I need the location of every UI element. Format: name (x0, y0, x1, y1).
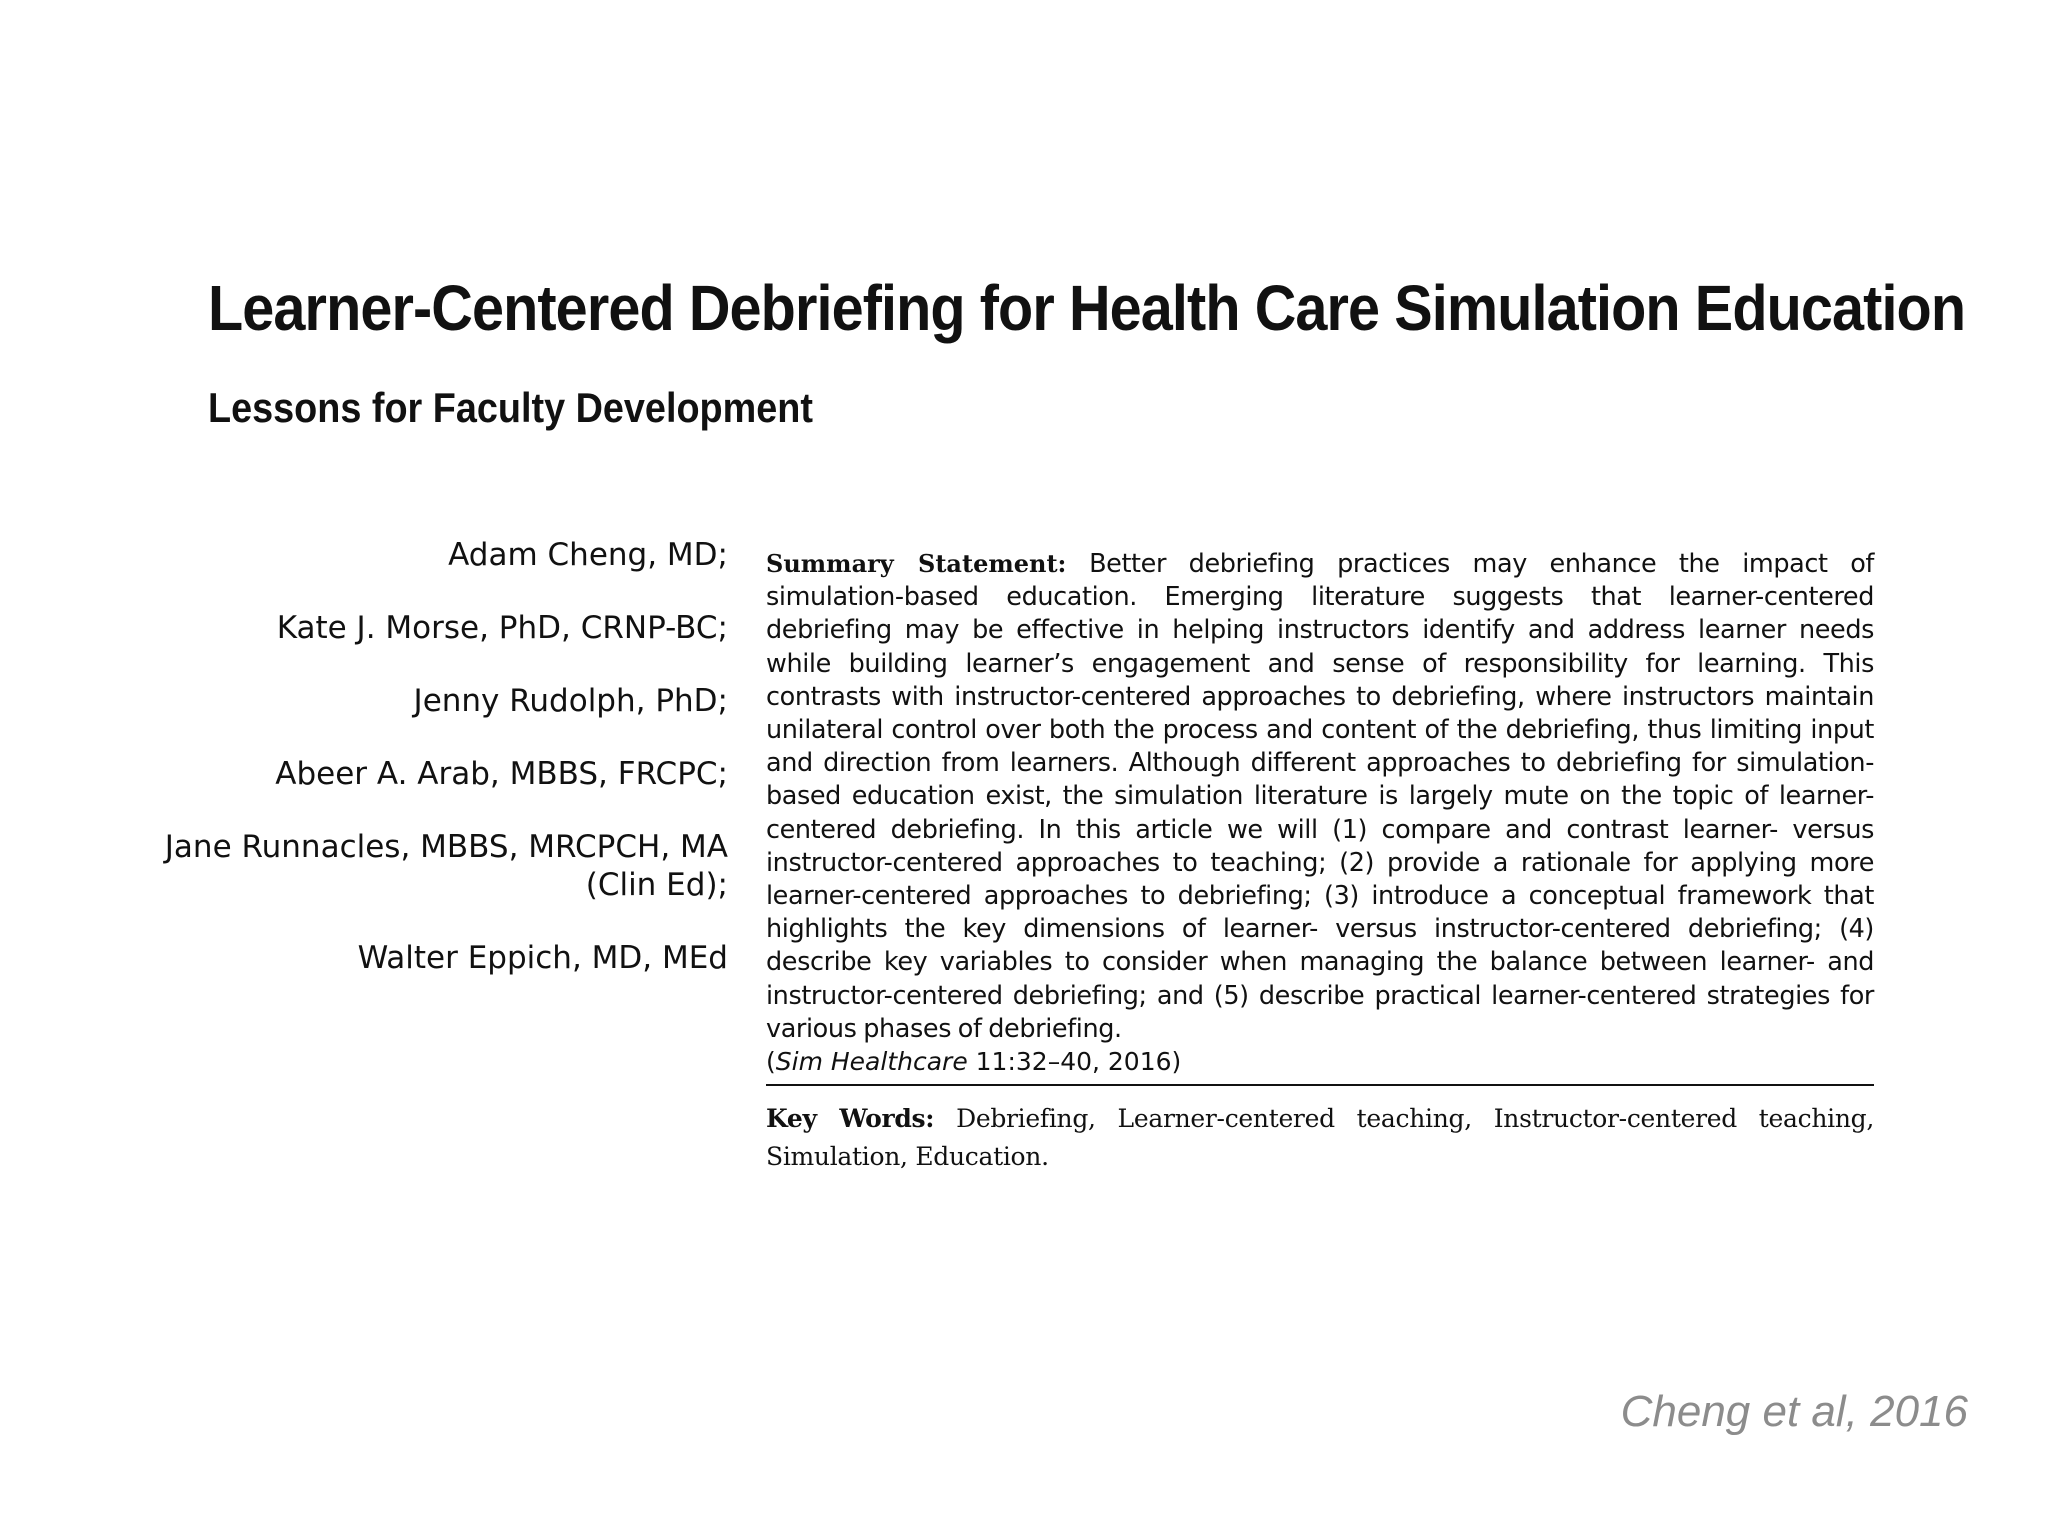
author-4: Abeer A. Arab, MBBS, FRCPC; (275, 756, 728, 792)
keywords-label: Key Words: (766, 1104, 935, 1134)
citation-rest: 11:32–40, 2016) (967, 1047, 1182, 1077)
paper-title: Learner-Centered Debriefing for Health Care Simulation Education (208, 272, 1966, 344)
paper-subtitle: Lessons for Faculty Development (208, 384, 813, 431)
summary-statement (766, 547, 1874, 1046)
slide-citation: Cheng et al, 2016 (1620, 1387, 1968, 1436)
keywords-text: Debriefing, Learner-centered teaching, Instructor-centered teaching, Simulation, Education. (766, 1104, 1874, 1172)
author-3: Jenny Rudolph, PhD; (413, 683, 728, 719)
journal-citation (766, 1046, 1874, 1078)
author-5: Jane Runnacles, MBBS, MRCPCH, MA (Clin Ed); (164, 829, 728, 903)
abstract-divider (766, 1084, 1874, 1086)
key-words (766, 1100, 1874, 1176)
author-6: Walter Eppich, MD, MEd (357, 940, 728, 976)
citation-open: ( (766, 1047, 776, 1077)
author-list (160, 536, 728, 1012)
citation-journal: Sim Healthcare (775, 1047, 968, 1077)
author-2: Kate J. Morse, PhD, CRNP-BC; (276, 610, 728, 646)
summary-label: Summary Statement: (766, 549, 1067, 578)
summary-text: Better debriefing practices may enhance the impact of simulation-based education. Emerging literature suggests that learner-centered debriefing may be effective in helping instructors identify and address learner needs while building learner’s engagement and sense of responsibility for learning. This contrasts with instructor-centered approaches to debriefing, where instructors maintain unilateral control over both the process and content of the debriefing, thus limiting input and direction from learners. Although different approaches to debriefing for simulation-based education exist, the simulation literature is largely mute on the topic of learner-centered debriefing. In this article we will (1) compare and contrast learner- versus instructor-centered approaches to teaching; (2) provide a rationale for applying more learner-centered approaches to debriefing; (3) introduce a conceptual framework that highlights the key dimensions of learner- versus instructor-centered debriefing; (4) describe key variables to consider when managing the balance between learner- and instructor-centered debriefing; and (5) describe practical learner-centered strategies for various phases of debriefing. (766, 549, 1874, 1044)
author-1: Adam Cheng, MD; (448, 537, 728, 573)
abstract (766, 547, 1874, 1176)
